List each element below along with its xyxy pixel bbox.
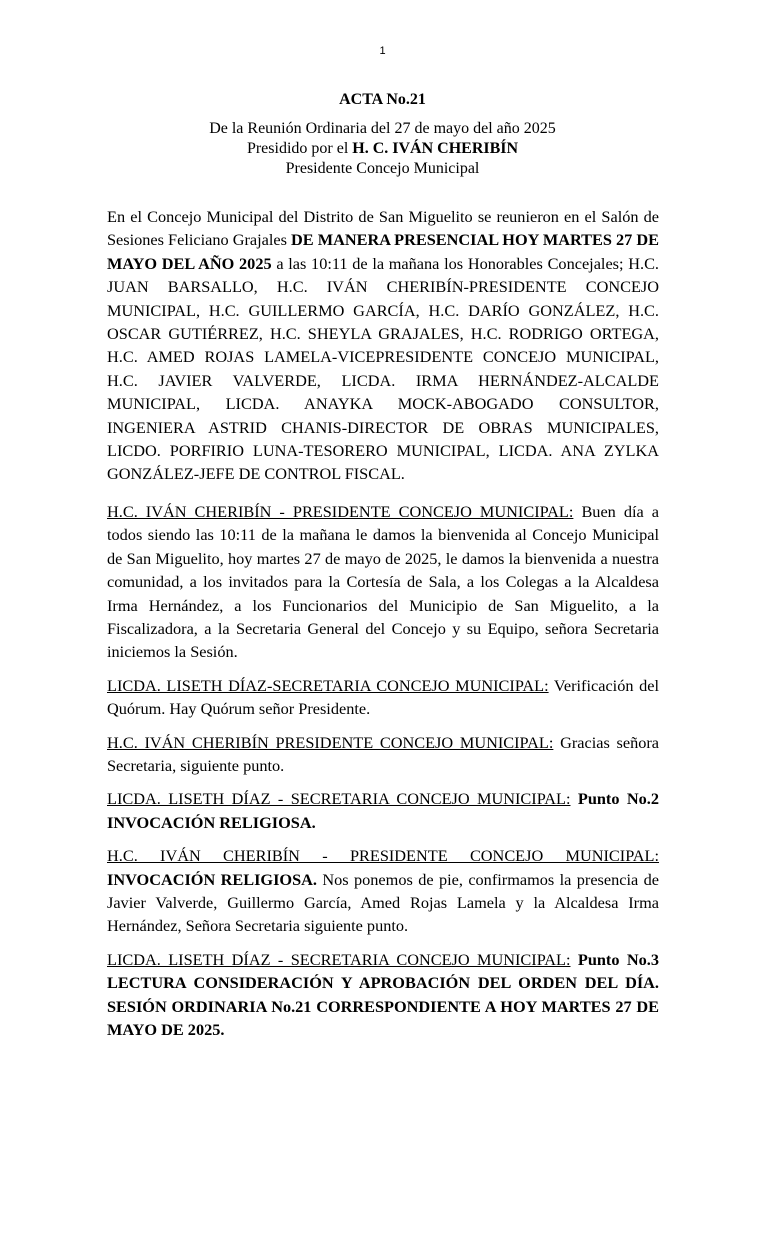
minutes-body [107, 205, 659, 1051]
speaker-label: H.C. IVÁN CHERIBÍN PRESIDENTE CONCEJO MUNICIPAL: [107, 732, 554, 752]
presided-by-line [0, 139, 765, 159]
minutes-entry [107, 948, 659, 1042]
minutes-entry [107, 731, 659, 778]
speaker-label: H.C. IVÁN CHERIBÍN - PRESIDENTE CONCEJO MUNICIPAL: [107, 846, 659, 866]
entry-bold-text: Punto No.3 LECTURA CONSIDERACIÓN Y APROBACIÓN DEL ORDEN DEL DÍA. SESIÓN ORDINARIA No.21 CORRESPONDIENTE A HOY MARTES 27 DE MAYO DE 2025. [107, 949, 659, 1039]
entry-bold-text: Punto No.2 INVOCACIÓN RELIGIOSA. [107, 789, 659, 832]
minutes-entry [107, 674, 659, 721]
page-number: 1 [379, 45, 386, 57]
minutes-entry [107, 844, 659, 938]
entry-text: Nos ponemos de pie, confirmamos la presencia de Javier Valverde, Guillermo García, Amed Rojas Lamela y la Alcaldesa Irma Hernández, Señora Secretaria siguiente punto. [107, 869, 659, 936]
president-name: H. C. IVÁN CHERIBÍN [352, 140, 519, 157]
intro-text-2: a las 10:11 de la mañana los Honorables Concejales; H.C. JUAN BARSALLO, H.C. IVÁN CHERIBÍN-PRESIDENTE CONCEJO MUNICIPAL, H.C. GUILLERMO GARCÍA, H.C. DARÍO GONZÁLEZ, H.C. OSCAR GUTIÉRREZ, H.C. SHEYLA GRAJALES, H.C. RODRIGO ORTEGA, H.C. AMED ROJAS LAMELA-VICEPRESIDENTE CONCEJO MUNICIPAL, H.C. JAVIER VALVERDE, LICDA. IRMA HERNÁNDEZ-ALCALDE MUNICIPAL, LICDA. ANAYKA MOCK-ABOGADO CONSULTOR, INGENIERA ASTRID CHANIS-DIRECTOR DE OBRAS MUNICIPALES, LICDO. PORFIRIO LUNA-TESORERO MUNICIPAL, LICDA. ANA ZYLKA GONZÁLEZ-JEFE DE CONTROL FISCAL. [107, 253, 659, 484]
entry-bold-text: INVOCACIÓN RELIGIOSA. [107, 869, 317, 889]
presided-by-prefix: Presidido por el [246, 140, 353, 157]
entry-text: Gracias señora Secretaria, siguiente punto. [107, 732, 659, 775]
document-title: ACTA No.21 [339, 91, 426, 108]
intro-paragraph [107, 205, 659, 486]
speaker-label: H.C. IVÁN CHERIBÍN - PRESIDENTE CONCEJO MUNICIPAL: [107, 501, 574, 521]
entry-text: Buen día a todos siendo las 10:11 de la mañana le damos la bienvenida al Concejo Municipal de San Miguelito, hoy martes 27 de mayo de 2025, le damos la bienvenida a nuestra comunidad, a los invitados para la Cortesía de Sala, a los Colegas a la Alcaldesa Irma Hernández, a los Funcionarios del Municipio de San Miguelito, a la Fiscalizadora, a la Secretaria General del Concejo y su Equipo, señora Secretaria iniciemos la Sesión. [107, 501, 659, 662]
speaker-label: LICDA. LISETH DÍAZ - SECRETARIA CONCEJO MUNICIPAL: [107, 789, 571, 809]
entry-text: Verificación del Quórum. Hay Quórum señor Presidente. [107, 675, 659, 719]
speaker-label: LICDA. LISETH DÍAZ - SECRETARIA CONCEJO MUNICIPAL: [107, 949, 571, 969]
speaker-label: LICDA. LISETH DÍAZ-SECRETARIA CONCEJO MUNICIPAL: [107, 675, 549, 695]
president-role: Presidente Concejo Municipal [285, 160, 480, 177]
document-header [0, 90, 765, 179]
minutes-entry [107, 787, 659, 834]
intro-text-1: En el Concejo Municipal del Distrito de San Miguelito se reunieron en el Salón de Sesiones Feliciano Grajales [107, 207, 659, 250]
intro-bold-text: DE MANERA PRESENCIAL HOY MARTES 27 DE MAYO DEL AÑO 2025 [107, 230, 659, 273]
meeting-date-line: De la Reunión Ordinaria del 27 de mayo del año 2025 [209, 120, 556, 137]
minutes-entry [107, 500, 659, 664]
